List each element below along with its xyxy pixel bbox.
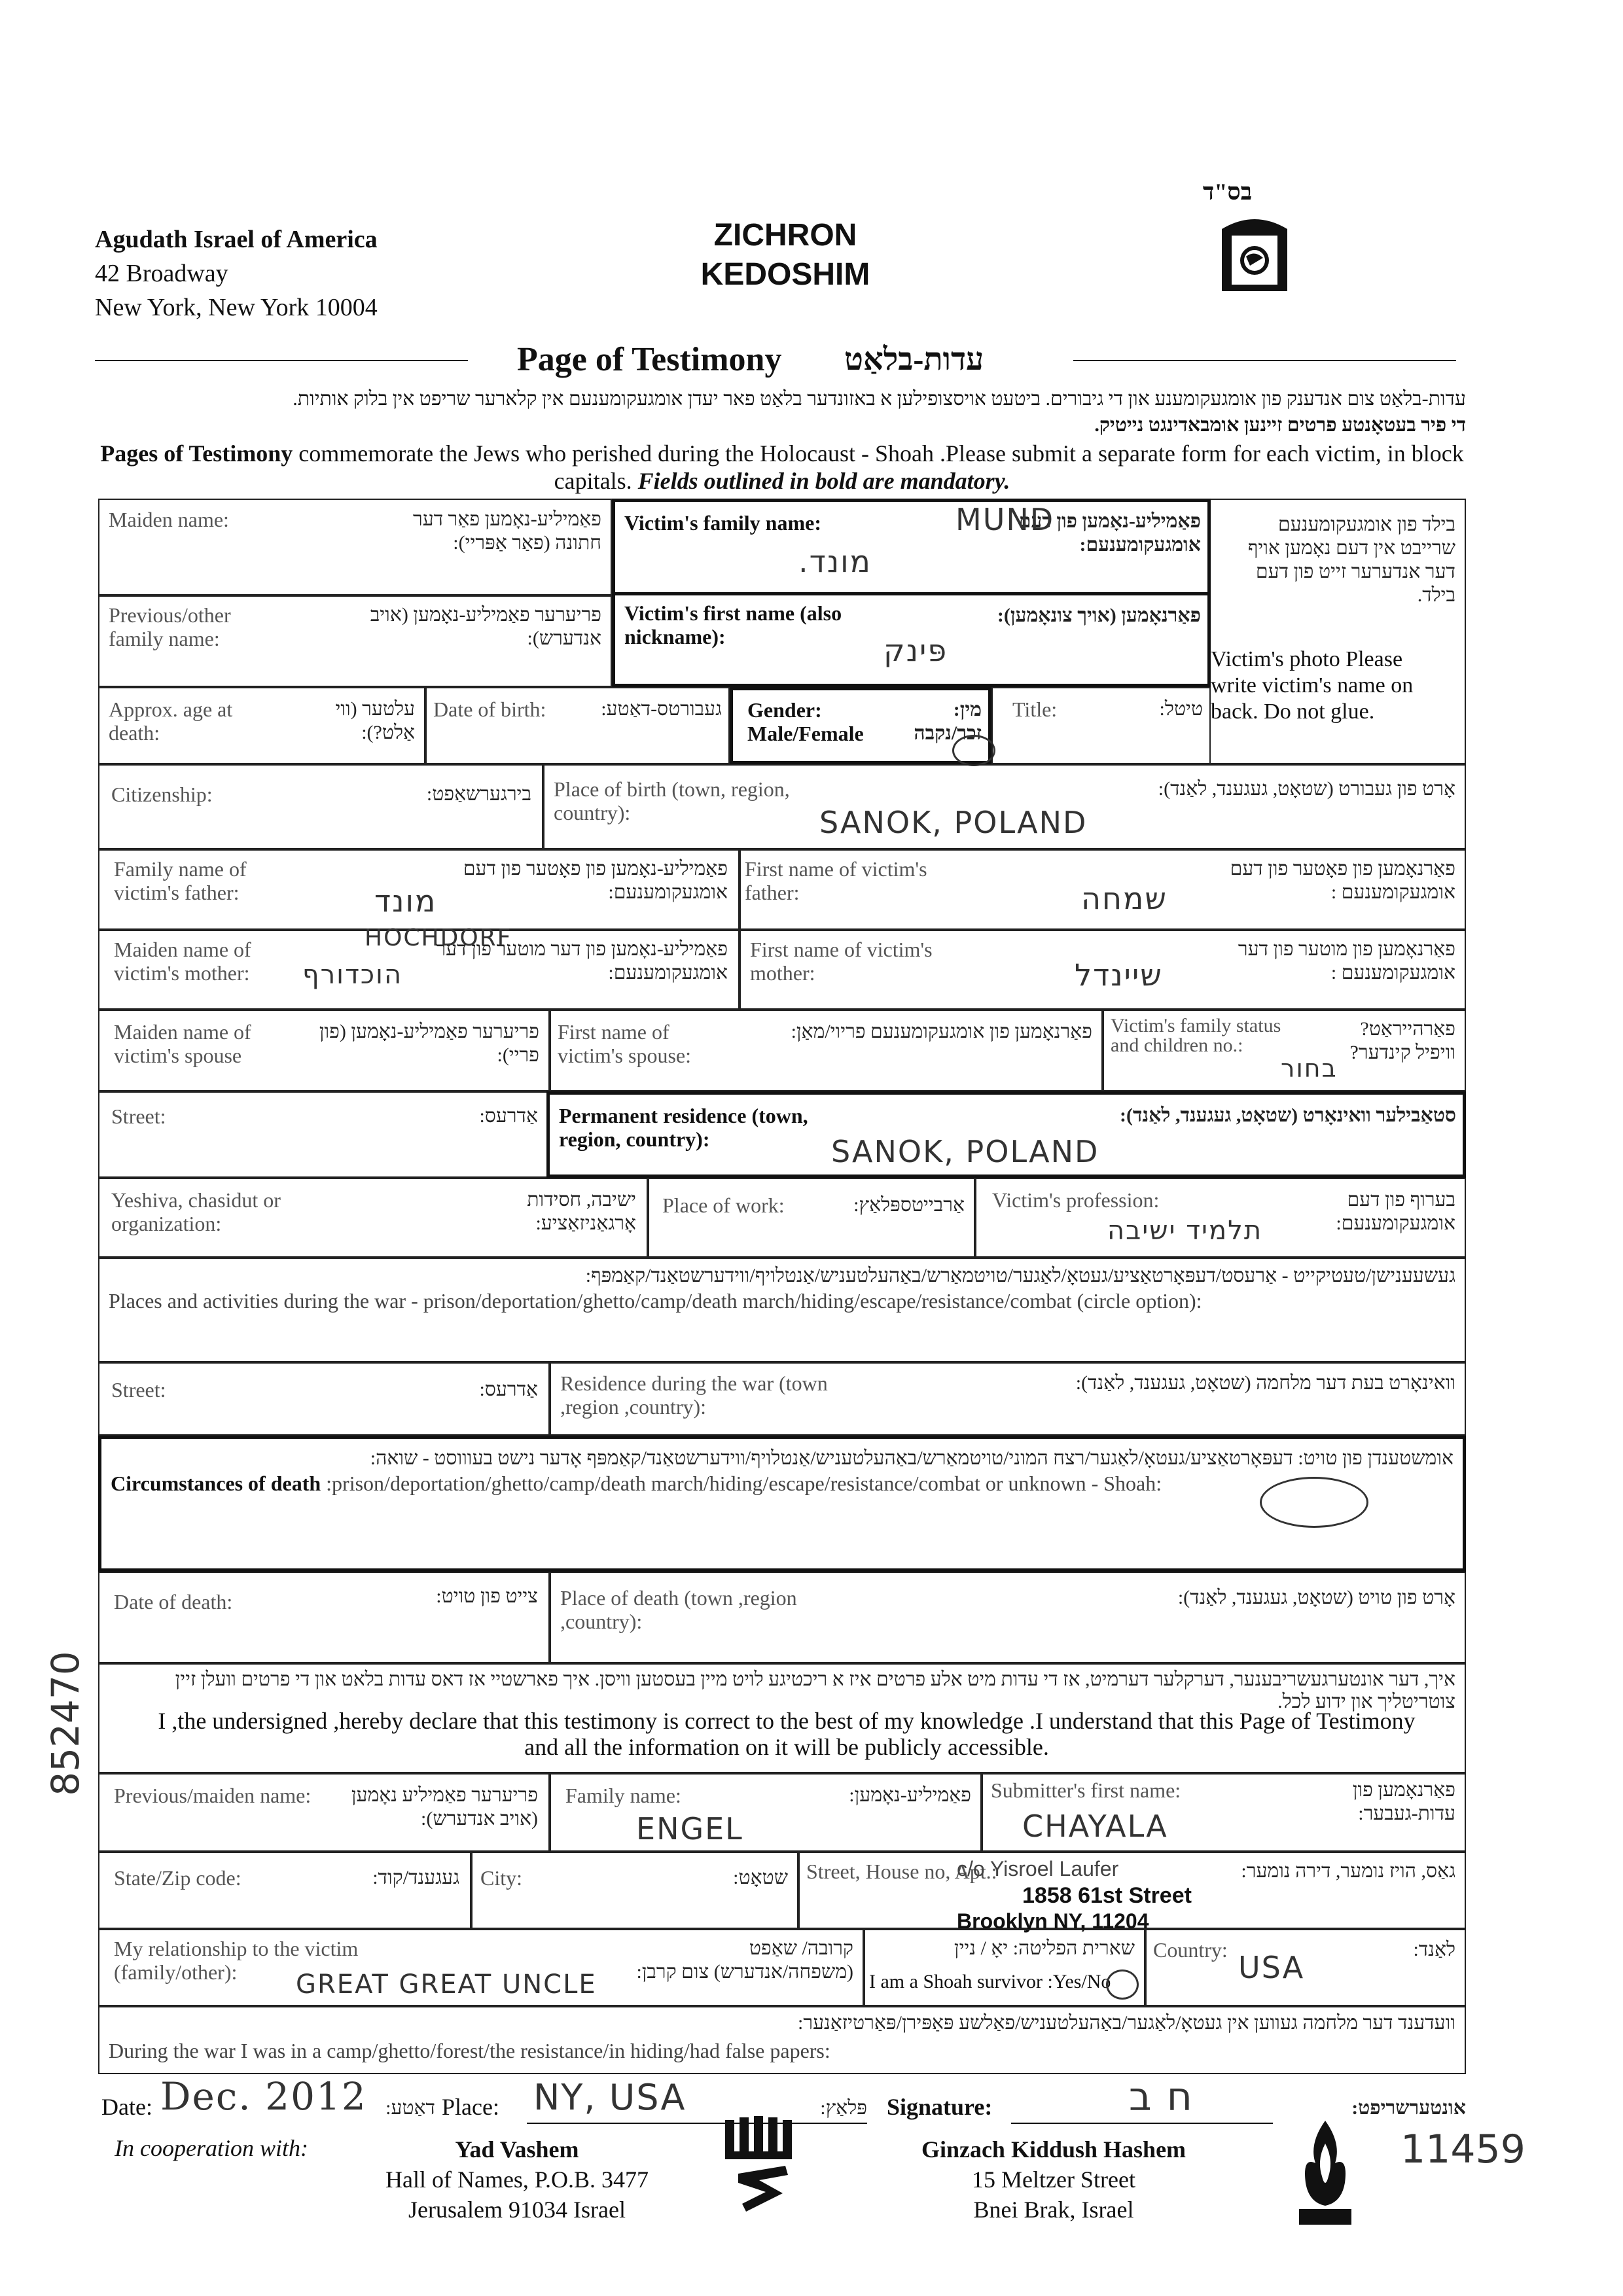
place-of-birth-value: SANOK, POLAND	[819, 805, 1088, 840]
family-status-field[interactable]	[1103, 1010, 1466, 1091]
father-first-name-heb: פאַרנאָמען פון פאָטער פון דעם אומגעקומענעם :	[1230, 858, 1455, 903]
mother-maiden-name-field[interactable]	[98, 925, 740, 1010]
residence-war-label: Residence during the war (town ,region ,country):	[560, 1371, 828, 1419]
prev-maiden-heb: פריערער פאַמיליע נאָמען (אויב אנדערש):	[351, 1784, 538, 1829]
intro-en-italic: Fields outlined in bold are mandatory.	[637, 468, 1010, 494]
title-field[interactable]	[991, 687, 1211, 764]
places-during-war-field[interactable]	[98, 1258, 1466, 1362]
spouse-maiden-name-label: Maiden name of victim's spouse	[114, 1020, 251, 1067]
street-field[interactable]	[98, 1091, 550, 1178]
relationship-label: My relationship to the victim (family/other):	[114, 1937, 359, 1984]
submitter-first-name-field[interactable]	[982, 1773, 1466, 1852]
spouse-first-name-heb: פאַרנאָמען פון אומגעקומענעם פריוי/מאַן:	[791, 1021, 1092, 1042]
date-of-birth-label: Date of birth:	[433, 698, 546, 721]
previous-family-name-label: Previous/other family name:	[109, 603, 231, 650]
date-heb: דאַטע:	[385, 2097, 435, 2119]
besd-mark: בס"ד	[1203, 179, 1253, 205]
signature-label: Signature:	[887, 2094, 993, 2120]
date-of-death-heb: צייט פון טויט:	[436, 1585, 538, 1607]
victim-family-name-heb: פאַמיליע-נאָמען פון דעם אומגעקומענעם:	[1018, 510, 1201, 556]
signature-value[interactable]: ח ב	[1129, 2074, 1194, 2120]
state-zip-label: State/Zip code:	[114, 1866, 241, 1890]
street-house-heb: גאַס, הויז נומער, דירה נומער:	[1241, 1860, 1455, 1882]
permanent-residence-value: SANOK, POLAND	[831, 1134, 1099, 1169]
approx-age-field[interactable]	[98, 687, 425, 764]
maiden-name-label: Maiden name:	[109, 508, 229, 531]
declaration-en: I ,the undersigned ,hereby declare that this testimony is correct to the best of my knowledge .I understand that this Page of Testimony and all the information on it will be publicly accessible.	[158, 1708, 1416, 1760]
page-title: Page of Testimony	[517, 341, 782, 378]
submitter-first-label: Submitter's first name:	[991, 1778, 1181, 1802]
signature-heb: אונטערשריפט:	[1351, 2097, 1466, 2119]
title-line2: KEDOSHIM	[700, 257, 870, 292]
citizenship-label: Citizenship:	[111, 783, 213, 806]
war-street-field[interactable]	[98, 1362, 550, 1436]
ginzach-addr1: 15 Meltzer Street	[972, 2166, 1135, 2193]
intro-yiddish-line2: די פיר בעטאָנטע פרטים זיינען אומבאדינגט נייטיק.	[1094, 414, 1466, 436]
place-of-death-label: Place of death (town ,region ,country):	[560, 1586, 797, 1633]
title-line1: ZICHRON	[713, 218, 857, 253]
residence-war-heb: וואינאָרט בעת דער מלחמה (שטאָט, געגענד, לאַנד):	[1075, 1372, 1455, 1394]
permanent-residence-heb: סטאַבילער וואינאָרט (שטאָט, געגענד, לאַנד):	[1119, 1104, 1456, 1126]
intro-yiddish	[98, 386, 1466, 438]
circumstances-options: :prison/deportation/ghetto/camp/death march/hiding/escape/resistance/combat or unknown - Shoah:	[321, 1472, 1162, 1495]
title-rule-right	[1073, 360, 1456, 361]
ginzach-block	[877, 2134, 1230, 2225]
ginzach-flame-logo-icon	[1289, 2117, 1361, 2232]
cooperation-label: In cooperation with:	[115, 2135, 308, 2161]
mother-maiden-name-value: HOCHDORF	[365, 925, 512, 951]
family-status-value: בחור	[1281, 1054, 1338, 1083]
profession-field[interactable]	[975, 1178, 1466, 1258]
org-address-line1: 42 Broadway	[95, 260, 228, 287]
title-rule-left	[95, 360, 468, 361]
circumstances-label-bold: Circumstances of death	[111, 1472, 321, 1495]
page-title-yiddish: עדות-בלאַט	[844, 342, 984, 377]
signature-underline	[1011, 2123, 1273, 2124]
family-status-heb: פאַרהייראַט? וויפיל קינדער?	[1349, 1018, 1455, 1063]
yad-vashem-logo-icon	[720, 2115, 805, 2216]
yeshiva-heb: ישיבה, חסידות אָרגאַניזאַציע:	[527, 1189, 636, 1234]
victim-first-name-label: Victim's first name (also nickname):	[624, 601, 842, 648]
citizenship-field[interactable]	[98, 764, 543, 849]
gender-label: Gender: Male/Female	[747, 698, 864, 745]
spouse-first-name-label: First name of victim's spouse:	[558, 1020, 691, 1067]
street-house-label: Street, House no, Apt.:	[806, 1860, 997, 1883]
father-first-name-value: שמחה	[1081, 881, 1168, 916]
places-war-heb: געשעענישן/טעטיקייט - אַרעסט/דעפּאָרטאַציע/געטאָ/לאַגער/טויטמאַרש/באַהעלטעניש/אַנטלויף/ווידערשטאַנד/קאַמפּף:	[585, 1265, 1455, 1286]
org-name: Agudath Israel of America	[95, 226, 378, 253]
survivor-label: I am a Shoah survivor :Yes/No	[869, 1971, 1111, 1992]
relationship-field[interactable]	[98, 1929, 864, 2006]
prev-maiden-label: Previous/maiden name:	[114, 1784, 312, 1807]
victim-family-name-heb-value: מונד.	[798, 544, 872, 579]
yad-vashem-addr2: Jerusalem 91034 Israel	[408, 2197, 626, 2223]
submitter-family-name-field[interactable]	[550, 1773, 982, 1852]
date-of-birth-heb: געבורטס-דאַטע:	[601, 698, 722, 720]
address-stamp-line3: Brooklyn NY, 11204	[957, 1909, 1149, 1933]
intro-en-text: commemorate the Jews who perished during the Holocaust - Shoah .Please submit a separate form for each victim, in block capitals.	[293, 440, 1464, 494]
country-label: Country:	[1153, 1938, 1228, 1962]
war-camp-en: During the war I was in a camp/ghetto/forest/the resistance/in hiding/had false papers:	[109, 2039, 830, 2062]
victim-family-name-field[interactable]	[612, 499, 1211, 595]
father-family-name-heb: פאַמיליע-נאָמען פון פאָטער פון דעם אומגעקומענעם:	[463, 858, 728, 903]
places-war-en: Places and activities during the war - prison/deportation/ghetto/camp/death march/hiding/escape/resistance/combat (circle option):	[109, 1289, 1202, 1313]
mother-first-name-value: שיינדל	[1075, 957, 1163, 993]
maiden-name-field[interactable]	[98, 499, 612, 595]
place-of-work-field[interactable]	[648, 1178, 975, 1258]
residence-during-war-field[interactable]	[550, 1362, 1466, 1436]
place-heb: פּלאַץ:	[820, 2097, 867, 2119]
no-circle-mark	[1106, 1969, 1139, 2000]
intro-en-bold: Pages of Testimony	[100, 440, 293, 467]
mother-first-name-field[interactable]	[740, 930, 1466, 1010]
ginzach-name: Ginzach Kiddush Hashem	[921, 2136, 1186, 2163]
victim-first-name-value: פּינק	[883, 633, 948, 668]
father-family-name-value: מונד	[374, 883, 437, 919]
approx-age-heb: עלטער (ווי אַלט?):	[335, 698, 415, 743]
yeshiva-field[interactable]	[98, 1178, 648, 1258]
previous-family-name-field[interactable]	[98, 595, 612, 687]
margin-number-area	[26, 1583, 105, 1858]
gender-heb: מין: זכר/נקבה	[914, 699, 982, 744]
mother-maiden-name-label: Maiden name of victim's mother:	[114, 938, 251, 985]
yeshiva-label: Yeshiva, chasidut or organization:	[111, 1188, 281, 1235]
declaration-heb: איך, דער אונטערגעשריבענער, דערקלער דערמיט, אז די עדות מיט אלע פרטים איז א ריכטיגע לויט מיין בעסטען וויסן. איך פארשטיי אז דאס עדות בלאט און די פרטים וועלן זיין צוטריטליך און ידוע לכל.	[175, 1669, 1455, 1712]
date-label: Date:	[101, 2094, 152, 2120]
war-camp-field[interactable]	[98, 2006, 1466, 2074]
date-value[interactable]: Dec. 2012	[160, 2074, 367, 2119]
place-underline	[527, 2123, 867, 2124]
date-of-death-field[interactable]	[98, 1572, 550, 1663]
intro-english	[98, 440, 1466, 495]
org-address-line2: New York, New York 10004	[95, 294, 378, 321]
place-of-birth-label: Place of birth (town, region, country):	[554, 777, 790, 824]
mother-first-name-label: First name of victim's mother:	[750, 938, 933, 985]
city-heb: שטאָט:	[733, 1867, 788, 1888]
submitter-family-heb: פאַמיליע-נאָמען:	[849, 1784, 971, 1806]
war-street-label: Street:	[111, 1378, 166, 1402]
ginzach-addr2: Bnei Brak, Israel	[973, 2197, 1134, 2223]
submitter-family-value: ENGEL	[636, 1811, 743, 1846]
gender-circle-mark	[952, 735, 995, 766]
father-first-name-label: First name of victim's father:	[745, 857, 927, 904]
photo-instructions-heb: בילד פון אומגעקומענעם שרייבט אין דעם נאָמען אויף דער אנדערער זייט פון דעם בילד.	[1247, 514, 1455, 606]
approx-age-label: Approx. age at death:	[109, 698, 233, 745]
war-camp-heb: וועדענד דער מלחמה געווען אין געטאָ/לאַגער/באַהעלטעניש/פאַלשע פּאַפּירן/פּאַרטיזאַנער:	[798, 2012, 1455, 2034]
photo-instructions-en: Victim's photo Please write victim's name on back. Do not glue.	[1211, 647, 1414, 724]
profession-heb: בערוף פון דעם אומגעקומענעם:	[1336, 1189, 1455, 1234]
survivor-heb: שארית הפליטה: יאָ / ניין	[954, 1937, 1135, 1959]
war-street-heb: אַדרעס:	[479, 1379, 538, 1400]
place-label: Place:	[442, 2094, 499, 2120]
state-zip-field[interactable]	[98, 1852, 471, 1929]
submitter-family-label: Family name:	[565, 1784, 681, 1807]
country-field[interactable]	[1145, 1929, 1466, 2006]
date-of-death-label: Date of death:	[114, 1590, 233, 1614]
address-stamp-line2: 1858 61st Street	[1022, 1883, 1192, 1908]
relationship-heb: קרובה/ שאַפט (משפחה/אנדערש) צום קרבן:	[636, 1937, 853, 1983]
relationship-value: GREAT GREAT UNCLE	[296, 1969, 597, 2000]
street-house-field[interactable]	[798, 1852, 1466, 1933]
citizenship-heb: בירגערשאַפט:	[426, 783, 531, 805]
country-value: USA	[1238, 1950, 1305, 1985]
street-heb: אַדרעס:	[479, 1105, 538, 1127]
yad-vashem-block	[366, 2134, 668, 2225]
form-title-block	[681, 216, 890, 294]
margin-number: 852470	[43, 1651, 88, 1796]
country-heb: לאַנד:	[1413, 1939, 1455, 1960]
place-of-birth-field[interactable]	[543, 764, 1466, 849]
place-of-birth-heb: אָרט פון געבורט (שטאָט, געגענד, לאַנד):	[1158, 778, 1455, 800]
victim-first-name-field[interactable]	[612, 592, 1211, 687]
organization-block	[95, 222, 378, 325]
ginzach-logo-icon	[1219, 209, 1291, 298]
title-heb: טיטל:	[1159, 698, 1203, 720]
spouse-maiden-name-field[interactable]	[98, 1010, 550, 1091]
mother-maiden-name-heb-value: הוכדורף	[302, 960, 403, 990]
state-zip-heb: געגענד/קוד:	[372, 1867, 459, 1888]
victim-photo-box[interactable]	[1211, 499, 1466, 764]
victim-family-name-value: MUND	[955, 502, 1055, 537]
intro-yiddish-line1: עדות-בלאַט צום אנדענק פון אומגעקומענע און די גיבורים. ביטעט אויסצופילען א באזונדער בלאַט פאר יעדן אומגעקומענעם אין קלארער שריפט אין בלוק אותיות.	[293, 388, 1466, 410]
previous-maiden-name-field[interactable]	[98, 1773, 550, 1852]
father-family-name-field[interactable]	[98, 849, 740, 930]
submitter-first-value: CHAYALA	[1022, 1809, 1168, 1844]
father-first-name-field[interactable]	[740, 849, 1466, 930]
maiden-name-heb: פאַמיליע-נאָמען פאַר דער חתונה (פאַר אַפּריי):	[412, 508, 601, 554]
city-field[interactable]	[471, 1852, 798, 1929]
yad-vashem-addr1: Hall of Names, P.O.B. 3477	[385, 2166, 649, 2193]
circumstances-of-death-field[interactable]	[98, 1436, 1466, 1572]
spouse-first-name-field[interactable]	[550, 1010, 1103, 1091]
mother-maiden-name-heb: פאַמיליע-נאָמען פון דער מוטער פון דער אומגעקומענעם:	[436, 938, 728, 983]
declaration-block	[98, 1663, 1466, 1773]
profession-value: תלמיד ישיבה	[1107, 1216, 1263, 1246]
mother-first-name-heb: פאַרנאָמען פון מוטער פון דער אומגעקומענעם :	[1238, 938, 1455, 983]
shoah-survivor-field[interactable]	[864, 1929, 1145, 2006]
gender-field[interactable]	[730, 687, 991, 764]
permanent-residence-label: Permanent residence (town, region, country):	[559, 1104, 808, 1151]
circumstances-heb: אומשטענדן פון טויט: דעפּאָרטאַציע/געטאָ/לאַגער/רצח המוני/טויטמאַרש/באַהעלטעניש/אַנטלויף/ווידערשטאַנד/קאַמפּף אָדער נישט בעוווסט - שואה:	[370, 1447, 1454, 1469]
title-label: Title:	[1012, 698, 1058, 721]
city-label: City:	[480, 1866, 523, 1890]
submitter-first-heb: פאַרנאָמען פון עדות-געבער:	[1352, 1779, 1455, 1824]
place-value[interactable]: NY, USA	[533, 2077, 687, 2118]
family-status-label: Victim's family status and children no.:	[1111, 1015, 1281, 1056]
date-of-birth-field[interactable]	[425, 687, 730, 764]
permanent-residence-field[interactable]	[546, 1091, 1466, 1178]
father-family-name-label: Family name of victim's father:	[114, 857, 247, 904]
corner-number: 11459	[1400, 2127, 1525, 2172]
victim-family-name-label: Victim's family name:	[624, 511, 821, 535]
address-stamp-line1: c/o Yisroel Laufer	[957, 1857, 1119, 1881]
street-label: Street:	[111, 1104, 166, 1128]
victim-first-name-heb: פאַרנאָמען (אויך צונאָמען):	[997, 605, 1201, 626]
shoah-circle-mark	[1260, 1477, 1368, 1528]
place-of-death-heb: אָרט פון טויט (שטאָט, געגענד, לאַנד):	[1177, 1587, 1455, 1608]
previous-family-name-heb: פריערער פאַמיליע-נאָמען (אויב אנדערש):	[370, 604, 601, 649]
place-of-work-label: Place of work:	[662, 1193, 785, 1217]
spouse-maiden-name-heb: פריערער פאַמיליע-נאָמען (פון פריי):	[319, 1021, 539, 1066]
yad-vashem-name: Yad Vashem	[455, 2136, 579, 2163]
place-of-work-heb: אַרבייטספּלאַץ:	[853, 1194, 965, 1216]
place-of-death-field[interactable]	[550, 1572, 1466, 1663]
profession-label: Victim's profession:	[992, 1188, 1160, 1212]
